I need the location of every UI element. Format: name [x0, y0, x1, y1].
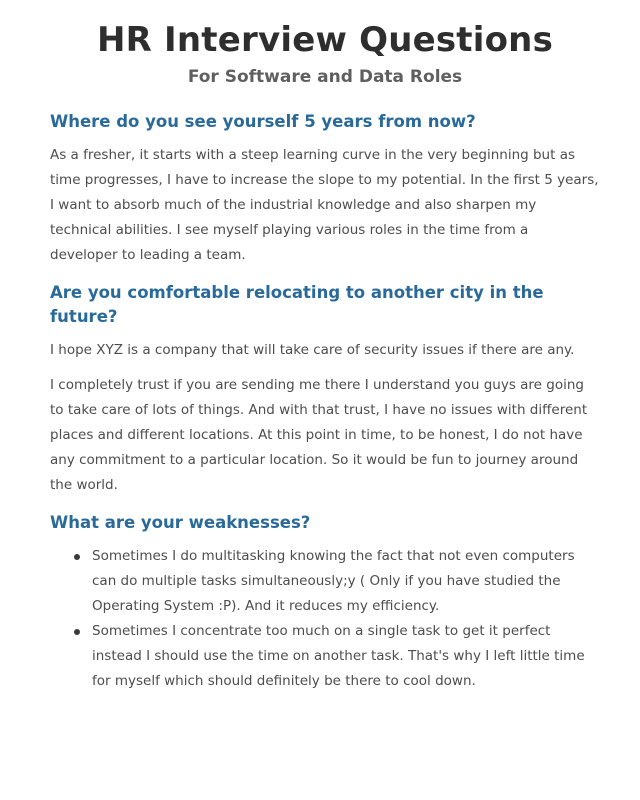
page-title: HR Interview Questions [96, 20, 554, 60]
section-five-years [50, 110, 600, 268]
bullet-icon [74, 554, 80, 560]
section-weaknesses [50, 511, 600, 694]
list-item-text: Sometimes I concentrate too much on a single task to get it perfect instead I should use the time on another task. That's why I left little time for myself which should definitely be there to cool down. [92, 623, 585, 689]
weakness-list [50, 544, 600, 694]
page-subtitle: For Software and Data Roles [187, 67, 463, 87]
list-item [72, 619, 600, 694]
list-item [72, 544, 600, 619]
list-item-text: Sometimes I do multitasking knowing the fact that not even computers can do multiple tasks simultaneously;y ( Only if you have studied the Operating System :P). And it reduces my efficiency. [92, 548, 575, 614]
answer-paragraph: I hope XYZ is a company that will take care of security issues if there are any. [50, 342, 575, 358]
section-relocating [50, 281, 600, 498]
question-heading: Where do you see yourself 5 years from now? [50, 112, 476, 131]
question-heading: What are your weaknesses? [50, 513, 311, 532]
question-heading: Are you comfortable relocating to another city in the future? [50, 283, 544, 326]
bullet-icon [74, 629, 80, 635]
answer-paragraph: I completely trust if you are sending me there I understand you guys are going to take care of lots of things. And with that trust, I have no issues with different places and different locations. At this point in time, to be honest, I do not have any commitment to a particular location. So it would be fun to journey around the world. [50, 377, 588, 493]
answer-paragraph: As a fresher, it starts with a steep learning curve in the very beginning but as time progresses, I have to increase the slope to my potential. In the first 5 years, I want to absorb much of the industrial knowledge and also sharpen my technical abilities. I see myself playing various roles in the time from a developer to leading a team. [50, 147, 599, 263]
